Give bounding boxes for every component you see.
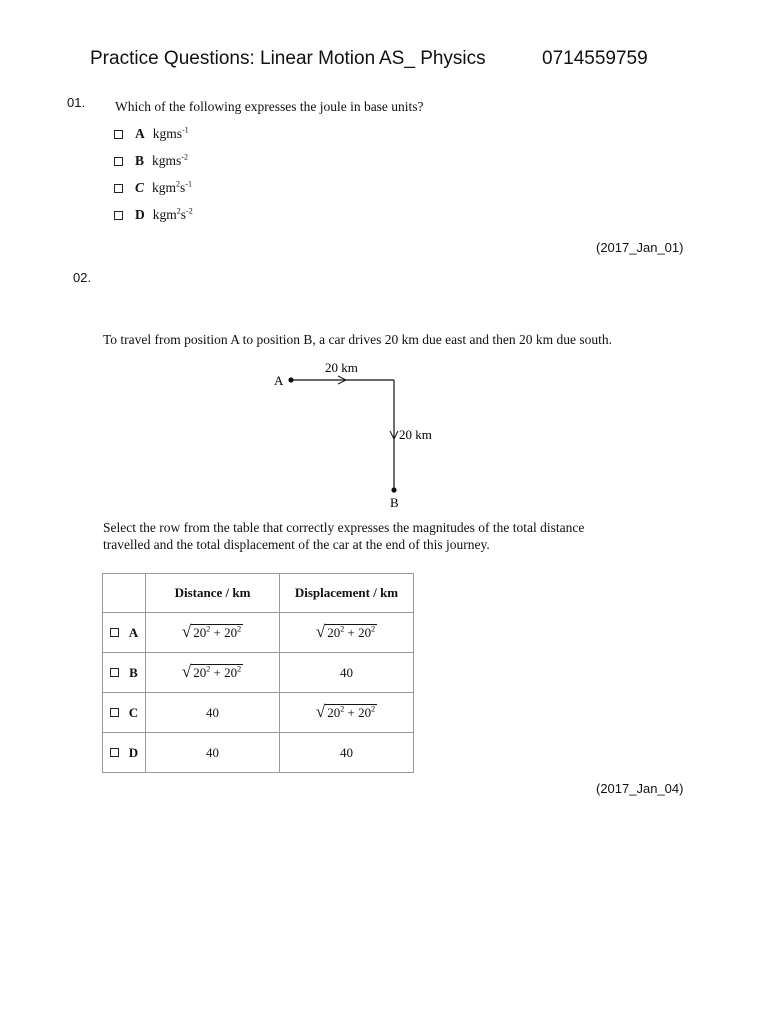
checkbox[interactable] — [114, 157, 123, 166]
table-row[interactable] — [103, 653, 414, 693]
sqrt-icon: √ — [181, 622, 192, 641]
question-2-source: (2017_Jan_04) — [596, 781, 684, 796]
question-2-number: 02. — [73, 270, 92, 285]
option-unit: kgms$^{-2}$ — [152, 152, 188, 168]
question-2-instruction-line-2: travelled and the total displacement of the car at the end of this journey. — [103, 537, 490, 552]
option-unit: $kgm^2s^{-1}$ — [152, 179, 192, 195]
south-distance-label: 20 km — [399, 427, 432, 442]
table-header-blank — [103, 574, 146, 613]
journey-diagram — [260, 355, 460, 515]
table-header-distance: Distance / km — [146, 574, 280, 613]
point-a-label: A — [274, 373, 284, 388]
radical-expression: √ $20^2 + 20^2$ — [315, 702, 376, 721]
radical-expression: √ $20^2 + 20^2$ — [181, 662, 242, 681]
sqrt-icon: √ — [181, 662, 192, 681]
q1-option-b[interactable] — [114, 153, 188, 169]
row-letter: B — [129, 664, 138, 680]
row-selector[interactable] — [103, 733, 146, 773]
subject-label: AS_ Physics — [379, 48, 486, 69]
point-b-marker — [391, 487, 396, 492]
q1-option-c[interactable] — [114, 180, 192, 196]
row-selector[interactable] — [103, 693, 146, 733]
page-title: Practice Questions: Linear Motion — [90, 48, 376, 69]
radical-expression: √ $20^2 + 20^2$ — [315, 622, 376, 641]
sqrt-icon: √ — [315, 622, 326, 641]
checkbox[interactable] — [110, 708, 119, 717]
row-selector[interactable] — [103, 613, 146, 653]
displacement-cell — [280, 613, 414, 653]
option-unit: kgms$^{-1}$ — [152, 125, 189, 141]
checkbox[interactable] — [110, 748, 119, 757]
table-header-row — [103, 574, 414, 613]
checkbox[interactable] — [110, 668, 119, 677]
question-2-instruction-line-1: Select the row from the table that correctly expresses the magnitudes of the total distance — [103, 520, 585, 535]
distance-cell: 40 — [146, 693, 280, 733]
question-2-stem: To travel from position A to position B, a car drives 20 km due east and then 20 km due south. — [103, 332, 612, 347]
checkbox[interactable] — [110, 628, 119, 637]
table-header-displacement: Displacement / km — [280, 574, 414, 613]
point-b-label: B — [390, 495, 399, 510]
question-1-stem: Which of the following expresses the joule in base units? — [115, 99, 424, 114]
row-letter: C — [128, 704, 139, 720]
option-letter: C — [135, 180, 145, 195]
phone-number: 0714559759 — [542, 48, 648, 69]
displacement-cell: 40 — [280, 733, 414, 773]
option-letter: A — [135, 126, 145, 141]
answer-table — [102, 573, 414, 773]
checkbox[interactable] — [114, 211, 123, 220]
radical-expression: √ $20^2 + 20^2$ — [181, 622, 242, 641]
distance-cell — [146, 613, 280, 653]
row-letter: A — [128, 624, 139, 640]
q1-option-d[interactable] — [114, 207, 193, 223]
question-1-number: 01. — [67, 95, 86, 110]
displacement-cell — [280, 693, 414, 733]
row-selector[interactable] — [103, 653, 146, 693]
distance-cell: 40 — [146, 733, 280, 773]
checkbox[interactable] — [114, 184, 123, 193]
option-letter: B — [135, 153, 145, 168]
option-letter: D — [135, 207, 145, 222]
q1-option-a[interactable] — [114, 126, 189, 142]
question-1-source: (2017_Jan_01) — [596, 240, 684, 255]
table-row[interactable] — [103, 693, 414, 733]
sqrt-icon: √ — [315, 702, 326, 721]
east-distance-label: 20 km — [325, 360, 358, 375]
row-letter: D — [128, 744, 139, 760]
displacement-cell: 40 — [280, 653, 414, 693]
distance-cell — [146, 653, 280, 693]
table-row[interactable] — [103, 733, 414, 773]
checkbox[interactable] — [114, 130, 123, 139]
option-unit: $kgm^2s^{-2}$ — [152, 206, 193, 222]
table-row[interactable] — [103, 613, 414, 653]
